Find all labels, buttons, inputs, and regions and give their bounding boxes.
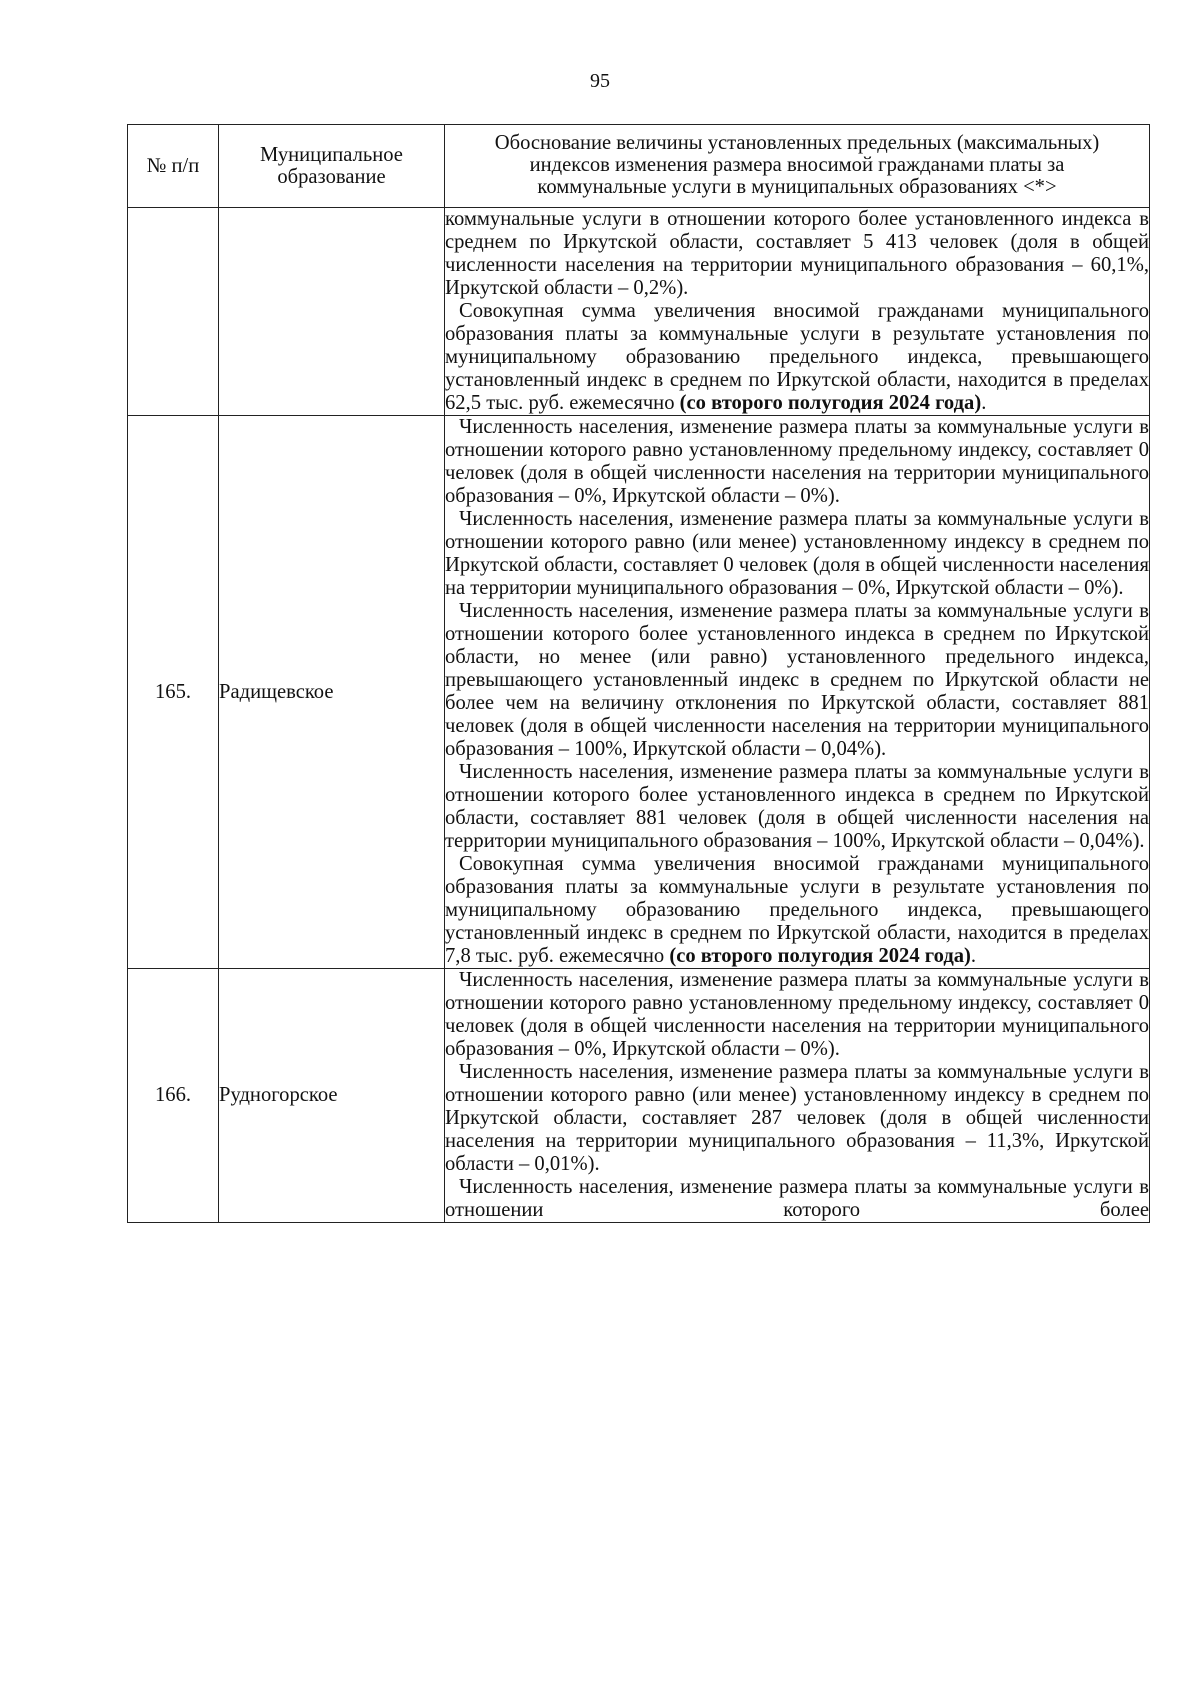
paragraph: коммунальные услуги в отношении которого более установленного индекса в среднем по Иркутской области, составляет 5 413 человек (доля в общей численности населения на территории муниципального образования – 60,1%, Иркутской области – 0,2%). — [445, 208, 1149, 299]
paragraph: Численность населения, изменение размера платы за коммунальные услуги в отношении которого более — [445, 1176, 1149, 1221]
period-note: (со второго полугодия 2024 года) — [669, 945, 971, 967]
table-row — [128, 416, 1150, 969]
paragraph-tail: . — [970, 945, 977, 967]
table-row — [128, 969, 1150, 1223]
justification-cell — [445, 416, 1150, 969]
table-row — [128, 208, 1150, 416]
municipality-name: Рудногорское — [219, 969, 445, 1223]
paragraph-text: Совокупная сумма увеличения вносимой гражданами муниципального образования платы за коммунальные услуги в результате установления по муниципальному образованию предельного индекса, превышающего установленный индекс в среднем по Иркутской области, находится в пределах 7,8 тыс. руб. ежемесячно — [445, 853, 1149, 967]
header-justification: Обоснование величины установленных предельных (максимальных) индексов изменения размера вносимой гражданами платы за коммунальные услуги в муниципальных образованиях <*> — [445, 125, 1150, 208]
period-note: (со второго полугодия 2024 года) — [679, 392, 982, 414]
municipality-name — [219, 208, 445, 416]
paragraph: Численность населения, изменение размера платы за коммунальные услуги в отношении которого равно установленному предельному индексу, составляет 0 человек (доля в общей численности населения на территории муниципального образования – 0%, Иркутской области – 0%). — [445, 416, 1149, 507]
paragraph: Численность населения, изменение размера платы за коммунальные услуги в отношении которого равно установленному предельному индексу, составляет 0 человек (доля в общей численности населения на территории муниципального образования – 0%, Иркутской области – 0%). — [445, 969, 1149, 1060]
paragraph-tail: . — [981, 392, 987, 414]
table-header-row — [128, 125, 1150, 208]
paragraph: Численность населения, изменение размера платы за коммунальные услуги в отношении которого равно (или менее) установленному индексу в среднем по Иркутской области, составляет 287 человек (доля в общей численности населения на территории муниципального образования – 11,3%, Иркутской области – 0,01%). — [445, 1061, 1149, 1175]
paragraph-text: Совокупная сумма увеличения вносимой гражданами муниципального образования платы за коммунальные услуги в результате установления по муниципальному образованию предельного индекса, превышающего установленный индекс в среднем по Иркутской области, находится в пределах 62,5 тыс. руб. ежемесячно — [445, 300, 1149, 414]
row-number: 165. — [128, 416, 219, 969]
row-number: 166. — [128, 969, 219, 1223]
header-municipality: Муниципальное образование — [219, 125, 445, 208]
paragraph: Численность населения, изменение размера платы за коммунальные услуги в отношении которого более установленного индекса в среднем по Иркутской области, составляет 881 человек (доля в общей численности населения на территории муниципального образования – 100%, Иркутской области – 0,04%). — [445, 761, 1149, 852]
paragraph: Численность населения, изменение размера платы за коммунальные услуги в отношении которого равно (или менее) установленному индексу в среднем по Иркутской области, составляет 0 человек (доля в общей численности населения на территории муниципального образования – 0%, Иркутской области – 0%). — [445, 508, 1149, 599]
municipality-name: Радищевское — [219, 416, 445, 969]
paragraph — [445, 853, 1149, 968]
justification-cell — [445, 208, 1150, 416]
header-num: № п/п — [128, 125, 219, 208]
tariff-index-table — [127, 124, 1150, 1223]
justification-cell — [445, 969, 1150, 1223]
paragraph: Численность населения, изменение размера платы за коммунальные услуги в отношении которого более установленного индекса в среднем по Иркутской области, но менее (или равно) установленного предельного индекса, превышающего установленный индекс в среднем по Иркутской области не более чем на величину отклонения по Иркутской области, составляет 881 человек (доля в общей численности населения на территории муниципального образования – 100%, Иркутской области – 0,04%). — [445, 600, 1149, 760]
row-number — [128, 208, 219, 416]
paragraph — [445, 300, 1149, 415]
page-number: 95 — [590, 70, 610, 92]
